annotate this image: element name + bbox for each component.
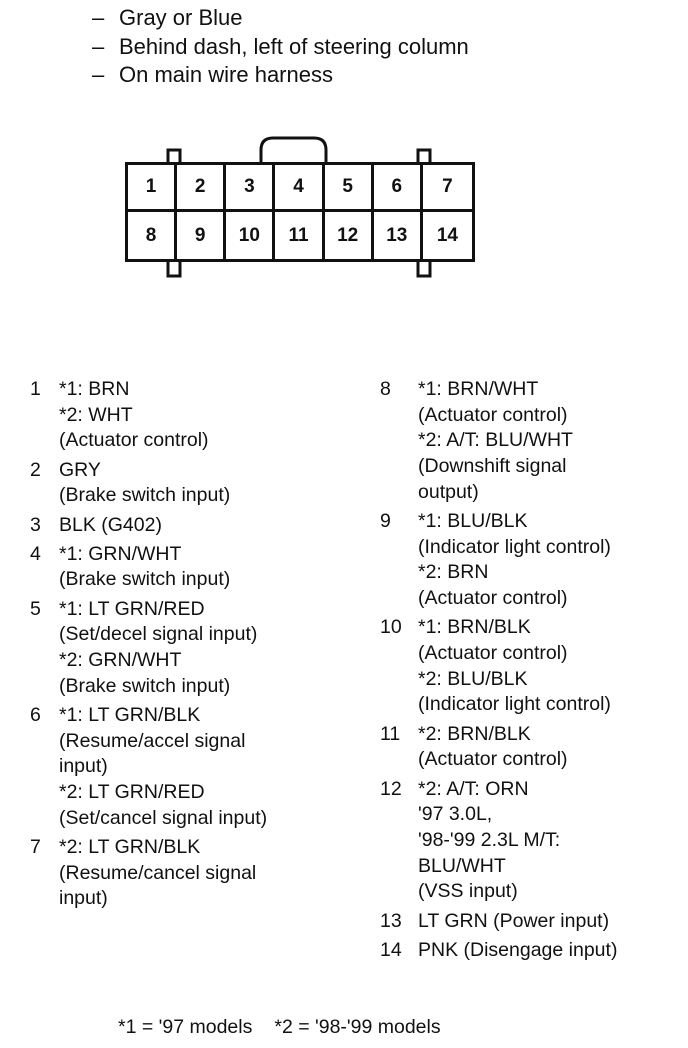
pin-description-line: (Set/cancel signal input) bbox=[59, 806, 268, 829]
pin-number: 11 bbox=[380, 722, 401, 745]
pin-description-line: '98-'99 2.3L M/T: bbox=[418, 828, 561, 851]
pin-cell: 1 bbox=[128, 165, 177, 212]
pin-description-line: output) bbox=[418, 480, 479, 503]
guide-tab-bottom-right bbox=[418, 260, 430, 276]
pin-description-line: (Indicator light control) bbox=[418, 693, 611, 716]
pin-entry bbox=[380, 377, 680, 506]
pin-number: 9 bbox=[380, 510, 391, 533]
pin-cell: 14 bbox=[436, 224, 458, 246]
note-item bbox=[92, 33, 469, 62]
note-dash: – bbox=[92, 5, 105, 30]
note-text: Gray or Blue bbox=[119, 5, 243, 30]
pin-description-line: *1: BRN/WHT bbox=[418, 378, 539, 400]
pin-cell: 7 bbox=[423, 165, 472, 212]
pin-description-line: (Actuator control) bbox=[418, 748, 568, 771]
connector-face bbox=[125, 162, 475, 262]
pin-description bbox=[418, 938, 680, 964]
pin-number: 2 bbox=[30, 458, 41, 481]
pin-description-line: (Downshift signal bbox=[418, 455, 567, 478]
pin-description-line: *2: LT GRN/RED bbox=[59, 781, 205, 804]
guide-tab-bottom-left bbox=[168, 260, 180, 276]
pin-cell: 3 bbox=[226, 165, 275, 212]
pin-entry bbox=[380, 938, 680, 964]
pin-cell: 11 bbox=[275, 212, 324, 259]
pin-description-line: *1: GRN/WHT bbox=[59, 542, 182, 565]
pin-description bbox=[59, 703, 360, 832]
pin-description-line: (Set/decel signal input) bbox=[59, 623, 258, 646]
pin-description-line: (Actuator control) bbox=[418, 642, 568, 665]
pin-entry bbox=[30, 835, 360, 912]
pin-cell: 6 bbox=[374, 165, 423, 212]
pin-description-line: input) bbox=[59, 755, 108, 778]
model-footnotes bbox=[118, 1016, 441, 1039]
pin-entry bbox=[30, 703, 360, 832]
pin-number: 12 bbox=[380, 777, 402, 800]
pin-description-line: '97 3.0L, bbox=[418, 803, 493, 826]
pin-number: 5 bbox=[30, 597, 41, 620]
pin-entry bbox=[380, 615, 680, 718]
pin-entry bbox=[30, 513, 360, 539]
pin-cell: 5 bbox=[325, 165, 374, 212]
pin-number: 4 bbox=[30, 542, 41, 565]
pin-description-line: (Actuator control) bbox=[418, 587, 568, 610]
pin-entry bbox=[380, 509, 680, 612]
pin-description bbox=[59, 835, 360, 912]
pin-description-line: *2: BLU/BLK bbox=[418, 667, 528, 690]
pin-description bbox=[418, 909, 680, 935]
pin-description-line: *1: BRN bbox=[59, 378, 130, 400]
pin-entry bbox=[30, 377, 360, 454]
note-item bbox=[92, 61, 469, 90]
pin-description-line: GRY bbox=[59, 458, 101, 481]
pin-description-line: input) bbox=[59, 887, 108, 910]
connector-diagram bbox=[118, 130, 488, 290]
pin-entry bbox=[380, 909, 680, 935]
pin-description-line: LT GRN (Power input) bbox=[418, 909, 610, 932]
note-text: On main wire harness bbox=[119, 62, 333, 87]
pin-description bbox=[59, 458, 360, 509]
pin-list-left bbox=[30, 377, 360, 916]
location-notes bbox=[92, 4, 469, 90]
pin-description-line: *1: BLU/BLK bbox=[418, 510, 528, 533]
pin-entry bbox=[380, 722, 680, 773]
pin-description-line: (Brake switch input) bbox=[59, 568, 231, 591]
pin-cell: 9 bbox=[177, 212, 226, 259]
pin-number: 13 bbox=[380, 909, 402, 932]
pin-number: 7 bbox=[30, 835, 41, 858]
pin-description-line: *2: GRN/WHT bbox=[59, 649, 182, 672]
pin-description bbox=[59, 513, 360, 539]
footnote-97: *1 = '97 models bbox=[118, 1016, 253, 1038]
pin-description bbox=[418, 722, 680, 773]
note-dash: – bbox=[92, 62, 105, 87]
pin-list-right bbox=[380, 377, 680, 967]
pin-cell: 10 bbox=[226, 212, 275, 259]
pin-cell: 13 bbox=[374, 212, 423, 259]
pin-description bbox=[59, 597, 360, 700]
pin-description-line: *2: BRN bbox=[418, 561, 489, 584]
pin-number: 14 bbox=[380, 938, 402, 961]
pin-description-line: *2: LT GRN/BLK bbox=[59, 835, 201, 858]
pin-description-line: (Indicator light control) bbox=[418, 535, 611, 558]
pin-entry bbox=[30, 597, 360, 700]
pin-description-line: *2: A/T: BLU/WHT bbox=[418, 429, 573, 452]
pin-description-line: (Actuator control) bbox=[418, 403, 568, 426]
pin-description bbox=[59, 377, 360, 454]
pin-description bbox=[418, 615, 680, 718]
pin-description-line: *2: A/T: ORN bbox=[418, 777, 529, 800]
note-dash: – bbox=[92, 33, 105, 59]
pin-description-line: PNK (Disengage input) bbox=[418, 938, 618, 961]
pin-number: 6 bbox=[30, 703, 41, 726]
pin-description-line: (Resume/cancel signal bbox=[59, 861, 257, 884]
pin-description-line: (Brake switch input) bbox=[59, 484, 231, 507]
note-item bbox=[92, 4, 469, 33]
pin-cell: 8 bbox=[128, 212, 177, 259]
pin-description-line: BLU/WHT bbox=[418, 854, 506, 877]
pin-description bbox=[418, 377, 680, 506]
pin-entry bbox=[30, 542, 360, 593]
pin-description-line: (Actuator control) bbox=[59, 429, 209, 452]
pin-number: 1 bbox=[30, 378, 41, 400]
pin-cell: 4 bbox=[275, 165, 324, 212]
pin-description-line: *2: WHT bbox=[59, 403, 133, 426]
pin-cell: 12 bbox=[325, 212, 374, 259]
locking-tab bbox=[261, 138, 326, 164]
pin-description-line: *1: BRN/BLK bbox=[418, 616, 531, 639]
pin-number: 8 bbox=[380, 378, 391, 400]
pin-number: 10 bbox=[380, 616, 402, 639]
pin-entry bbox=[30, 458, 360, 509]
pin-cell: 2 bbox=[177, 165, 226, 212]
pin-number: 3 bbox=[30, 513, 41, 536]
footnote-98-99: *2 = '98-'99 models bbox=[274, 1016, 441, 1038]
pin-description-line: (Resume/accel signal bbox=[59, 729, 246, 752]
pin-entry bbox=[380, 777, 680, 906]
pin-description-line: (Brake switch input) bbox=[59, 674, 231, 697]
pin-description bbox=[59, 542, 360, 593]
pin-description bbox=[418, 509, 680, 612]
pin-description-line: (VSS input) bbox=[418, 880, 518, 903]
pin-description-line: *1: LT GRN/RED bbox=[59, 597, 205, 620]
pin-description-line: BLK (G402) bbox=[59, 513, 162, 536]
pin-description-line: *1: LT GRN/BLK bbox=[59, 703, 201, 726]
note-text: Behind dash, left of steering column bbox=[119, 33, 469, 59]
pin-description bbox=[418, 777, 680, 906]
pin-description-line: *2: BRN/BLK bbox=[418, 722, 531, 745]
